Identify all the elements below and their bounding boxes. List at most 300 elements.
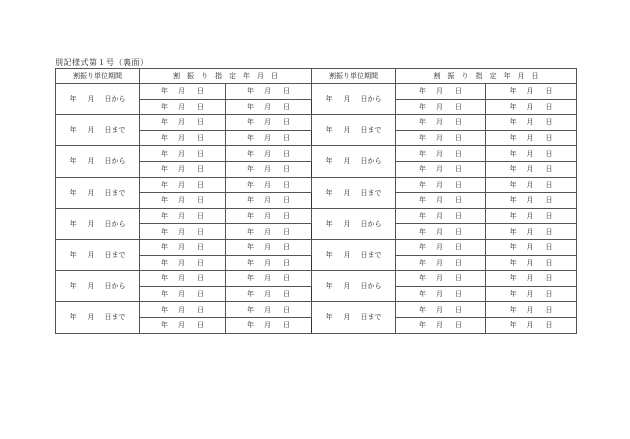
date-month-label: 月 [264,321,271,330]
date-month-label: 月 [264,165,271,174]
date-cell[interactable] [140,130,226,146]
date-month-label: 月 [178,212,185,221]
period-from-label: 日から [104,219,126,228]
date-year-label: 年 [509,165,517,174]
table-row [56,177,577,193]
period-from-label: 日から [360,282,382,291]
date-cell[interactable] [486,239,577,255]
date-year-label: 年 [161,180,168,189]
date-month-label: 月 [526,243,534,252]
date-year-label: 年 [509,102,517,111]
date-month-label: 月 [178,305,185,314]
period-month-label: 月 [343,282,351,291]
date-cell[interactable] [486,84,577,100]
date-year-label: 年 [419,258,426,267]
date-year-label: 年 [161,134,168,143]
date-month-label: 月 [436,134,443,143]
table-row [56,84,577,100]
date-year-label: 年 [161,87,168,96]
date-cell[interactable] [226,146,312,162]
date-day-label: 日 [455,290,462,299]
date-year-label: 年 [161,290,168,299]
date-year-label: 年 [247,258,254,267]
table-body [56,84,577,334]
period-from-label: 日から [360,157,382,166]
date-cell[interactable] [486,177,577,193]
period-to-label: 日まで [360,251,382,260]
header-designated-left: 割 振 り 指 定 年 月 日 [140,69,312,84]
date-year-label: 年 [419,149,426,158]
date-year-label: 年 [247,87,254,96]
date-month-label: 月 [436,118,443,127]
date-day-label: 日 [545,102,553,111]
date-month-label: 月 [178,149,185,158]
date-month-label: 月 [178,102,185,111]
date-year-label: 年 [419,212,426,221]
table-row [56,115,577,131]
form-title: 別記様式第１号（裏面） [55,58,149,67]
date-day-label: 日 [197,321,204,330]
period-to-label: 日まで [360,126,382,135]
date-day-label: 日 [283,227,290,236]
period-to-label: 日まで [104,126,126,135]
table-row [56,146,577,162]
date-year-label: 年 [247,134,254,143]
date-cell[interactable] [140,317,226,333]
date-year-label: 年 [509,212,517,221]
date-cell[interactable] [396,224,486,240]
date-year-label: 年 [419,274,426,283]
date-month-label: 月 [436,290,443,299]
date-day-label: 日 [197,212,204,221]
date-month-label: 月 [526,290,534,299]
date-cell[interactable] [140,255,226,271]
date-cell[interactable] [226,177,312,193]
date-cell[interactable] [226,115,312,131]
date-year-label: 年 [247,274,254,283]
date-day-label: 日 [283,305,290,314]
date-day-label: 日 [197,227,204,236]
date-cell[interactable] [226,84,312,100]
date-month-label: 月 [264,102,271,111]
date-month-label: 月 [264,118,271,127]
date-month-label: 月 [264,274,271,283]
date-cell[interactable] [226,302,312,318]
date-cell[interactable] [140,239,226,255]
date-day-label: 日 [455,321,462,330]
date-day-label: 日 [283,258,290,267]
date-year-label: 年 [509,134,517,143]
date-year-label: 年 [509,258,517,267]
period-month-label: 月 [87,188,95,197]
date-cell[interactable] [140,84,226,100]
period-year-label: 年 [69,95,77,104]
date-cell[interactable] [396,177,486,193]
date-day-label: 日 [197,87,204,96]
date-month-label: 月 [264,196,271,205]
date-day-label: 日 [197,180,204,189]
date-day-label: 日 [455,196,462,205]
date-cell[interactable] [140,224,226,240]
date-month-label: 月 [178,290,185,299]
date-year-label: 年 [509,290,517,299]
date-day-label: 日 [197,305,204,314]
date-cell[interactable] [396,208,486,224]
period-from-label: 日から [104,282,126,291]
date-day-label: 日 [545,180,553,189]
date-day-label: 日 [455,165,462,174]
date-year-label: 年 [509,321,517,330]
period-to-label: 日まで [360,188,382,197]
date-year-label: 年 [509,180,517,189]
date-year-label: 年 [419,102,426,111]
date-day-label: 日 [545,165,553,174]
date-day-label: 日 [283,134,290,143]
date-cell[interactable] [226,208,312,224]
date-day-label: 日 [545,149,553,158]
date-year-label: 年 [509,305,517,314]
date-cell[interactable] [396,239,486,255]
period-month-label: 月 [87,95,95,104]
period-to-label: 日まで [104,251,126,260]
date-year-label: 年 [161,243,168,252]
date-cell[interactable] [226,286,312,302]
date-day-label: 日 [545,212,553,221]
period-from-label: 日から [360,95,382,104]
date-year-label: 年 [247,118,254,127]
date-year-label: 年 [509,118,517,127]
date-cell[interactable] [396,84,486,100]
date-month-label: 月 [178,274,185,283]
date-month-label: 月 [178,258,185,267]
date-month-label: 月 [264,290,271,299]
date-month-label: 月 [526,227,534,236]
header-period-left: 割振り単位期間 [56,69,140,84]
date-month-label: 月 [526,180,534,189]
date-year-label: 年 [247,212,254,221]
date-cell[interactable] [140,193,226,209]
date-day-label: 日 [283,149,290,158]
header-designated-right: 割 振 り 指 定 年 月 日 [396,69,577,84]
date-day-label: 日 [545,321,553,330]
period-from-cell[interactable] [312,84,396,115]
date-cell[interactable] [486,286,577,302]
date-cell[interactable] [226,317,312,333]
date-cell[interactable] [396,286,486,302]
date-day-label: 日 [545,134,553,143]
period-month-label: 月 [87,126,95,135]
date-year-label: 年 [161,305,168,314]
date-day-label: 日 [283,212,290,221]
date-day-label: 日 [197,243,204,252]
period-year-label: 年 [69,251,77,260]
period-from-cell[interactable] [56,146,140,177]
date-month-label: 月 [526,258,534,267]
date-year-label: 年 [419,196,426,205]
date-cell[interactable] [486,224,577,240]
period-month-label: 月 [343,313,351,322]
date-cell[interactable] [226,99,312,115]
date-day-label: 日 [545,227,553,236]
period-month-label: 月 [343,251,351,260]
date-day-label: 日 [197,134,204,143]
date-year-label: 年 [509,196,517,205]
date-year-label: 年 [509,227,517,236]
date-cell[interactable] [140,177,226,193]
date-cell[interactable] [396,146,486,162]
date-day-label: 日 [545,196,553,205]
date-cell[interactable] [226,224,312,240]
date-month-label: 月 [526,165,534,174]
period-to-cell[interactable] [312,177,396,208]
date-year-label: 年 [419,290,426,299]
date-month-label: 月 [178,118,185,127]
date-cell[interactable] [486,302,577,318]
date-year-label: 年 [509,149,517,158]
date-month-label: 月 [436,305,443,314]
period-from-label: 日から [104,157,126,166]
date-year-label: 年 [419,87,426,96]
date-day-label: 日 [197,165,204,174]
date-day-label: 日 [455,258,462,267]
period-to-cell[interactable] [56,302,140,333]
date-month-label: 月 [526,274,534,283]
period-year-label: 年 [325,282,333,291]
period-year-label: 年 [69,157,77,166]
date-day-label: 日 [197,196,204,205]
date-cell[interactable] [140,115,226,131]
date-year-label: 年 [509,274,517,283]
date-day-label: 日 [455,305,462,314]
period-month-label: 月 [343,219,351,228]
date-cell[interactable] [486,130,577,146]
date-month-label: 月 [436,212,443,221]
date-day-label: 日 [545,118,553,127]
period-year-label: 年 [325,313,333,322]
period-year-label: 年 [325,126,333,135]
date-month-label: 月 [526,87,534,96]
period-to-cell[interactable] [56,177,140,208]
date-day-label: 日 [197,102,204,111]
date-cell[interactable] [486,115,577,131]
date-day-label: 日 [197,118,204,127]
date-cell[interactable] [396,302,486,318]
date-month-label: 月 [436,196,443,205]
date-cell[interactable] [486,99,577,115]
date-cell[interactable] [226,130,312,146]
date-year-label: 年 [419,227,426,236]
date-month-label: 月 [264,305,271,314]
date-day-label: 日 [455,227,462,236]
date-cell[interactable] [486,208,577,224]
date-day-label: 日 [197,149,204,158]
date-cell[interactable] [396,99,486,115]
date-month-label: 月 [436,227,443,236]
date-year-label: 年 [161,165,168,174]
date-month-label: 月 [526,305,534,314]
date-cell[interactable] [140,208,226,224]
date-cell[interactable] [396,193,486,209]
date-year-label: 年 [419,134,426,143]
date-cell[interactable] [396,130,486,146]
period-to-cell[interactable] [56,239,140,270]
date-day-label: 日 [283,118,290,127]
date-year-label: 年 [161,258,168,267]
date-day-label: 日 [545,243,553,252]
date-year-label: 年 [419,321,426,330]
period-from-cell[interactable] [312,271,396,302]
period-year-label: 年 [69,313,77,322]
date-month-label: 月 [436,243,443,252]
period-month-label: 月 [87,157,95,166]
date-month-label: 月 [526,321,534,330]
header-period-right: 割振り単位期間 [312,69,396,84]
date-day-label: 日 [455,212,462,221]
date-day-label: 日 [455,134,462,143]
period-to-label: 日まで [360,313,382,322]
period-from-cell[interactable] [56,208,140,239]
date-cell[interactable] [396,255,486,271]
date-cell[interactable] [486,317,577,333]
period-from-cell[interactable] [312,146,396,177]
date-cell[interactable] [140,146,226,162]
date-day-label: 日 [455,243,462,252]
table-row [56,271,577,287]
date-cell[interactable] [486,193,577,209]
table-row [56,208,577,224]
date-year-label: 年 [161,102,168,111]
period-from-label: 日から [104,95,126,104]
date-cell[interactable] [226,271,312,287]
date-day-label: 日 [283,321,290,330]
period-month-label: 月 [343,188,351,197]
period-month-label: 月 [87,313,95,322]
date-year-label: 年 [509,243,517,252]
date-cell[interactable] [486,255,577,271]
period-year-label: 年 [69,282,77,291]
period-month-label: 月 [343,126,351,135]
date-year-label: 年 [161,321,168,330]
period-to-label: 日まで [104,188,126,197]
date-year-label: 年 [419,180,426,189]
date-year-label: 年 [247,196,254,205]
date-month-label: 月 [436,274,443,283]
date-day-label: 日 [283,102,290,111]
date-month-label: 月 [264,87,271,96]
period-year-label: 年 [69,188,77,197]
date-year-label: 年 [419,165,426,174]
date-year-label: 年 [509,87,517,96]
date-cell[interactable] [396,161,486,177]
date-month-label: 月 [436,149,443,158]
date-year-label: 年 [419,118,426,127]
date-month-label: 月 [436,258,443,267]
date-cell[interactable] [396,115,486,131]
date-year-label: 年 [247,290,254,299]
date-month-label: 月 [526,134,534,143]
date-month-label: 月 [178,165,185,174]
date-cell[interactable] [140,271,226,287]
date-cell[interactable] [226,193,312,209]
date-year-label: 年 [247,305,254,314]
date-cell[interactable] [396,317,486,333]
date-month-label: 月 [178,321,185,330]
date-day-label: 日 [283,165,290,174]
date-cell[interactable] [140,286,226,302]
period-year-label: 年 [325,95,333,104]
date-year-label: 年 [419,243,426,252]
date-month-label: 月 [178,243,185,252]
period-year-label: 年 [325,188,333,197]
date-month-label: 月 [178,196,185,205]
date-cell[interactable] [486,146,577,162]
date-month-label: 月 [436,180,443,189]
period-to-label: 日まで [104,313,126,322]
period-from-cell[interactable] [56,84,140,115]
table-row [56,239,577,255]
date-month-label: 月 [178,180,185,189]
date-year-label: 年 [247,227,254,236]
date-month-label: 月 [264,134,271,143]
date-cell[interactable] [486,161,577,177]
date-cell[interactable] [140,161,226,177]
period-month-label: 月 [343,157,351,166]
date-day-label: 日 [283,274,290,283]
date-cell[interactable] [140,302,226,318]
date-cell[interactable] [486,271,577,287]
date-month-label: 月 [436,165,443,174]
period-from-cell[interactable] [56,271,140,302]
date-month-label: 月 [264,243,271,252]
date-day-label: 日 [283,290,290,299]
date-cell[interactable] [226,255,312,271]
date-month-label: 月 [526,212,534,221]
date-cell[interactable] [396,271,486,287]
date-day-label: 日 [283,87,290,96]
table-row [56,302,577,318]
period-month-label: 月 [87,282,95,291]
period-to-cell[interactable] [56,115,140,146]
date-day-label: 日 [197,258,204,267]
allocation-table [55,68,577,334]
period-to-cell[interactable] [312,239,396,270]
date-day-label: 日 [455,274,462,283]
date-year-label: 年 [161,149,168,158]
date-cell[interactable] [226,161,312,177]
date-month-label: 月 [178,227,185,236]
date-month-label: 月 [436,321,443,330]
date-year-label: 年 [247,243,254,252]
date-day-label: 日 [545,87,553,96]
date-day-label: 日 [283,196,290,205]
period-year-label: 年 [69,219,77,228]
date-day-label: 日 [545,274,553,283]
period-to-cell[interactable] [312,115,396,146]
date-month-label: 月 [526,118,534,127]
period-to-cell[interactable] [312,302,396,333]
date-year-label: 年 [419,305,426,314]
date-cell[interactable] [140,99,226,115]
date-cell[interactable] [226,239,312,255]
period-from-cell[interactable] [312,208,396,239]
date-day-label: 日 [455,87,462,96]
date-year-label: 年 [161,274,168,283]
date-month-label: 月 [264,258,271,267]
period-month-label: 月 [87,219,95,228]
period-year-label: 年 [69,126,77,135]
period-month-label: 月 [343,95,351,104]
period-from-label: 日から [360,219,382,228]
